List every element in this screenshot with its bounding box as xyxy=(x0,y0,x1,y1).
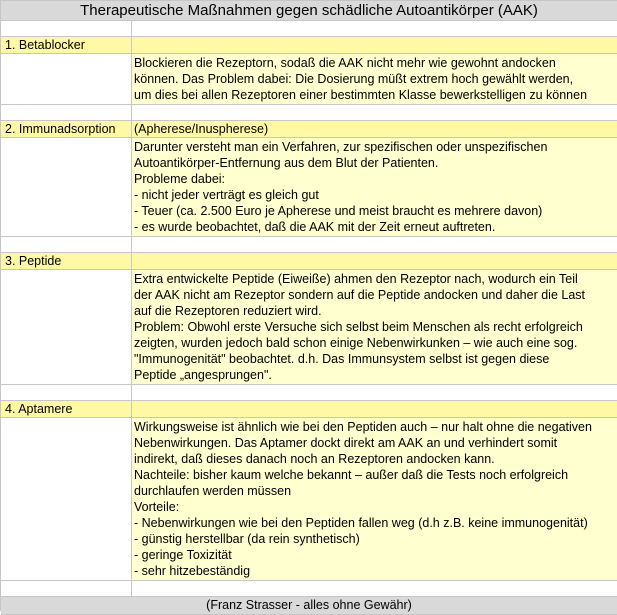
section-heading[interactable]: 2. Immunadsorption xyxy=(1,121,132,137)
section-heading-row xyxy=(1,121,617,138)
section-body-row xyxy=(1,270,617,385)
body-line: Probleme dabei: xyxy=(134,172,226,186)
body-line: indirekt, daß dieses danach noch an Rezeptoren andocken kann. xyxy=(134,452,495,466)
empty-cell[interactable] xyxy=(1,138,132,236)
blank-row xyxy=(1,581,617,597)
footer-note: (Franz Strasser - alles ohne Gewähr) xyxy=(206,598,412,612)
sections xyxy=(1,37,617,597)
body-line: der AAK nicht am Rezeptor sondern auf die Peptide andocken und daher die Last xyxy=(134,288,585,302)
body-line: durchlaufen werden müssen xyxy=(134,484,292,498)
blank-row xyxy=(1,21,617,37)
blank-cell xyxy=(132,105,617,120)
page-title: Therapeutische Maßnahmen gegen schädliche Autoantikörper (AAK) xyxy=(80,2,538,19)
body-line: zeigten, wurden jedoch bald schon einige Nebenwirkunken – wie auch eine sog. xyxy=(134,336,578,350)
section-text[interactable] xyxy=(132,418,617,580)
section-body-row xyxy=(1,138,617,237)
blank-cell xyxy=(1,105,132,120)
blank-row xyxy=(1,385,617,401)
title-row xyxy=(1,0,617,21)
section-heading[interactable]: 1. Betablocker xyxy=(1,37,132,53)
blank-cell xyxy=(1,581,132,596)
body-line: um dies bei allen Rezeptoren einer bestimmten Klasse bewerkstelligen zu können xyxy=(134,88,588,102)
empty-cell[interactable] xyxy=(1,270,132,384)
section-heading-row xyxy=(1,401,617,418)
blank-row xyxy=(1,237,617,253)
blank-cell xyxy=(1,385,132,400)
body-line: können. Das Problem dabei: Die Dosierung müßt extrem hoch gewählt werden, xyxy=(134,72,574,86)
body-line: - sehr hitzebeständig xyxy=(134,564,251,578)
section-text[interactable] xyxy=(132,138,617,236)
section-heading-row xyxy=(1,253,617,270)
footer-row xyxy=(1,597,617,615)
body-line: - Nebenwirkungen wie bei den Peptiden fallen weg (d.h z.B. keine immunogenität) xyxy=(134,516,588,530)
blank-cell xyxy=(132,385,617,400)
blank-cell xyxy=(132,581,617,596)
section-subheading[interactable] xyxy=(132,253,617,269)
body-line: - günstig herstellbar (da rein synthetisch) xyxy=(134,532,360,546)
blank-row xyxy=(1,105,617,121)
body-line: Peptide „angesprungen". xyxy=(134,368,272,382)
body-line: - nicht jeder verträgt es gleich gut xyxy=(134,188,319,202)
empty-cell[interactable] xyxy=(1,54,132,104)
section-heading-row xyxy=(1,37,617,54)
section-heading[interactable]: 3. Peptide xyxy=(1,253,132,269)
blank-cell xyxy=(132,237,617,252)
section-subheading[interactable]: (Apherese/Inuspherese) xyxy=(132,121,617,137)
body-line: Extra entwickelte Peptide (Eiweiße) ahmen den Rezeptor nach, wodurch ein Teil xyxy=(134,272,578,286)
section-heading[interactable]: 4. Aptamere xyxy=(1,401,132,417)
section-body-row xyxy=(1,54,617,105)
body-line: Darunter versteht man ein Verfahren, zur spezifischen oder unspezifischen xyxy=(134,140,548,154)
section-subheading[interactable] xyxy=(132,401,617,417)
body-line: Vorteile: xyxy=(134,500,180,514)
section-text[interactable] xyxy=(132,54,617,104)
body-line: Wirkungsweise ist ähnlich wie bei den Peptiden auch – nur halt ohne die negativen xyxy=(134,420,592,434)
body-line: Blockieren die Rezeptorn, sodaß die AAK nicht mehr wie gewohnt andocken xyxy=(134,56,556,70)
blank-cell xyxy=(1,21,132,36)
body-line: Autoantikörper-Entfernung aus dem Blut der Patienten. xyxy=(134,156,439,170)
body-line: auf die Rezeptoren reduziert wird. xyxy=(134,304,322,318)
section-subheading[interactable] xyxy=(132,37,617,53)
body-line: "Immunogenität" beobachtet. d.h. Das Immunsystem selbst ist gegen diese xyxy=(134,352,550,366)
section-text[interactable] xyxy=(132,270,617,384)
blank-cell xyxy=(1,237,132,252)
body-line: Problem: Obwohl erste Versuche sich selbst beim Menschen als recht erfolgreich xyxy=(134,320,583,334)
body-line: - geringe Toxizität xyxy=(134,548,232,562)
body-line: - Teuer (ca. 2.500 Euro je Apherese und meist braucht es mehrere davon) xyxy=(134,204,543,218)
body-line: Nebenwirkungen. Das Aptamer dockt direkt am AAK an und verhindert somit xyxy=(134,436,558,450)
blank-cell xyxy=(132,21,617,36)
empty-cell[interactable] xyxy=(1,418,132,580)
section-body-row xyxy=(1,418,617,581)
body-line: Nachteile: bisher kaum welche bekannt – außer daß die Tests noch erfolgreich xyxy=(134,468,569,482)
body-line: - es wurde beobachtet, daß die AAK mit der Zeit erneut auftreten. xyxy=(134,220,496,234)
